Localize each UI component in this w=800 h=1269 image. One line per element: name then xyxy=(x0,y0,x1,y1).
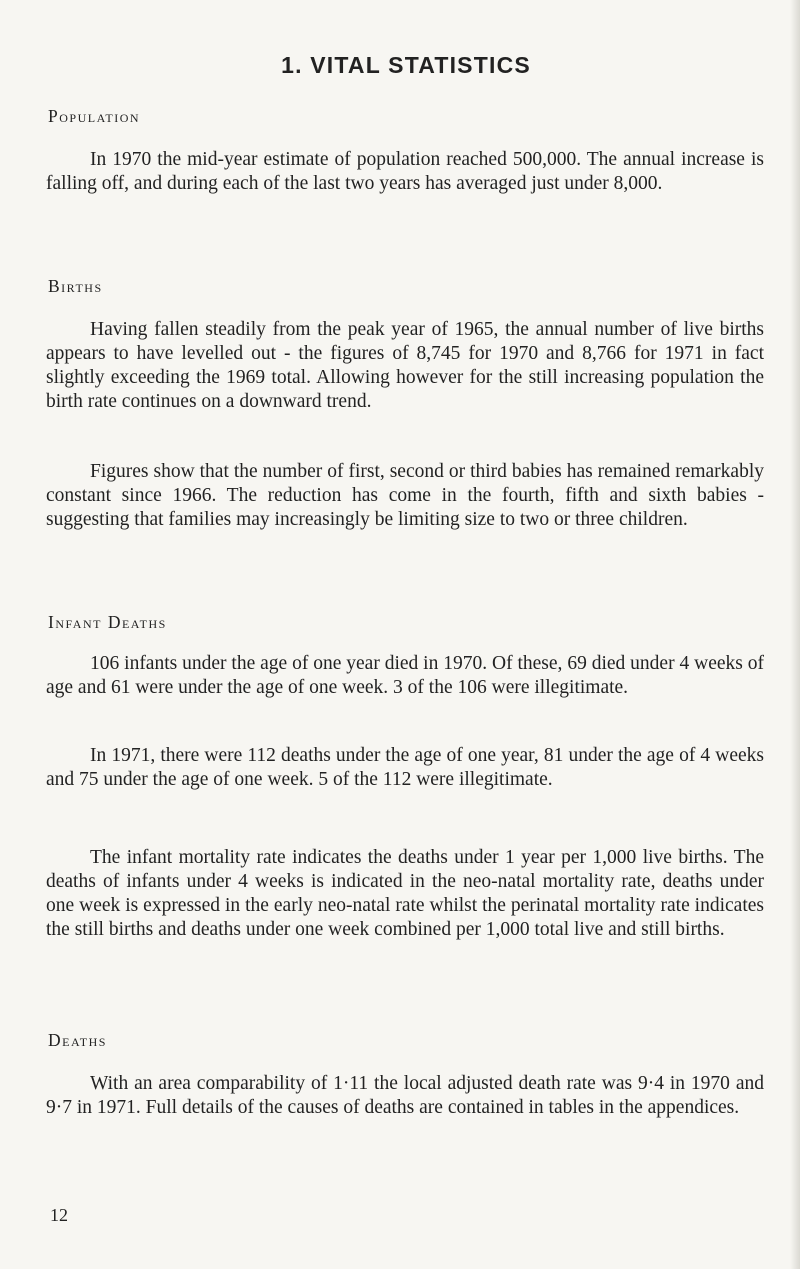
page-edge-shadow xyxy=(790,0,800,1269)
paragraph-infant-deaths-2: In 1971, there were 112 deaths under the age of one year, 81 under the age of 4 weeks and 75 under the age of one week. 5 of the 112 were illegitimate. xyxy=(46,745,764,790)
paragraph-deaths-1: With an area comparability of 1·11 the local adjusted death rate was 9·4 in 1970 and 9·7 in 1971. Full details of the causes of deaths are contained in tables in the appendices. xyxy=(46,1073,764,1118)
paragraph-infant-deaths-1: 106 infants under the age of one year died in 1970. Of these, 69 died under 4 weeks of age and 61 were under the age of one week. 3 of the 106 were illegitimate. xyxy=(46,653,764,698)
section-heading-population: Population xyxy=(48,106,141,126)
section-heading-infant-deaths: Infant Deaths xyxy=(48,612,167,632)
page-number: 12 xyxy=(50,1205,68,1225)
section-heading-births: Births xyxy=(48,276,103,296)
page-title: 1. VITAL STATISTICS xyxy=(281,52,531,78)
section-heading-deaths: Deaths xyxy=(48,1030,107,1050)
paragraph-population-1: In 1970 the mid-year estimate of population reached 500,000. The annual increase is falling off, and during each of the last two years has averaged just under 8,000. xyxy=(46,149,764,194)
paragraph-births-1: Having fallen steadily from the peak year of 1965, the annual number of live births appears to have levelled out - the figures of 8,745 for 1970 and 8,766 for 1971 in fact slightly exceeding the 1969 total. Allowing however for the still increasing population the birth rate continues on a downward trend. xyxy=(46,319,764,412)
paragraph-births-2: Figures show that the number of first, second or third babies has remained remarkably constant since 1966. The reduction has come in the fourth, fifth and sixth babies - suggesting that families may increasingly be limiting size to two or three children. xyxy=(46,461,764,530)
paragraph-infant-deaths-3: The infant mortality rate indicates the deaths under 1 year per 1,000 live births. The deaths of infants under 4 weeks is indicated in the neo-natal mortality rate, deaths under one week is expressed in the early neo-natal rate whilst the perinatal mortality rate indicates the still births and deaths under one week combined per 1,000 total live and still births. xyxy=(46,847,764,940)
